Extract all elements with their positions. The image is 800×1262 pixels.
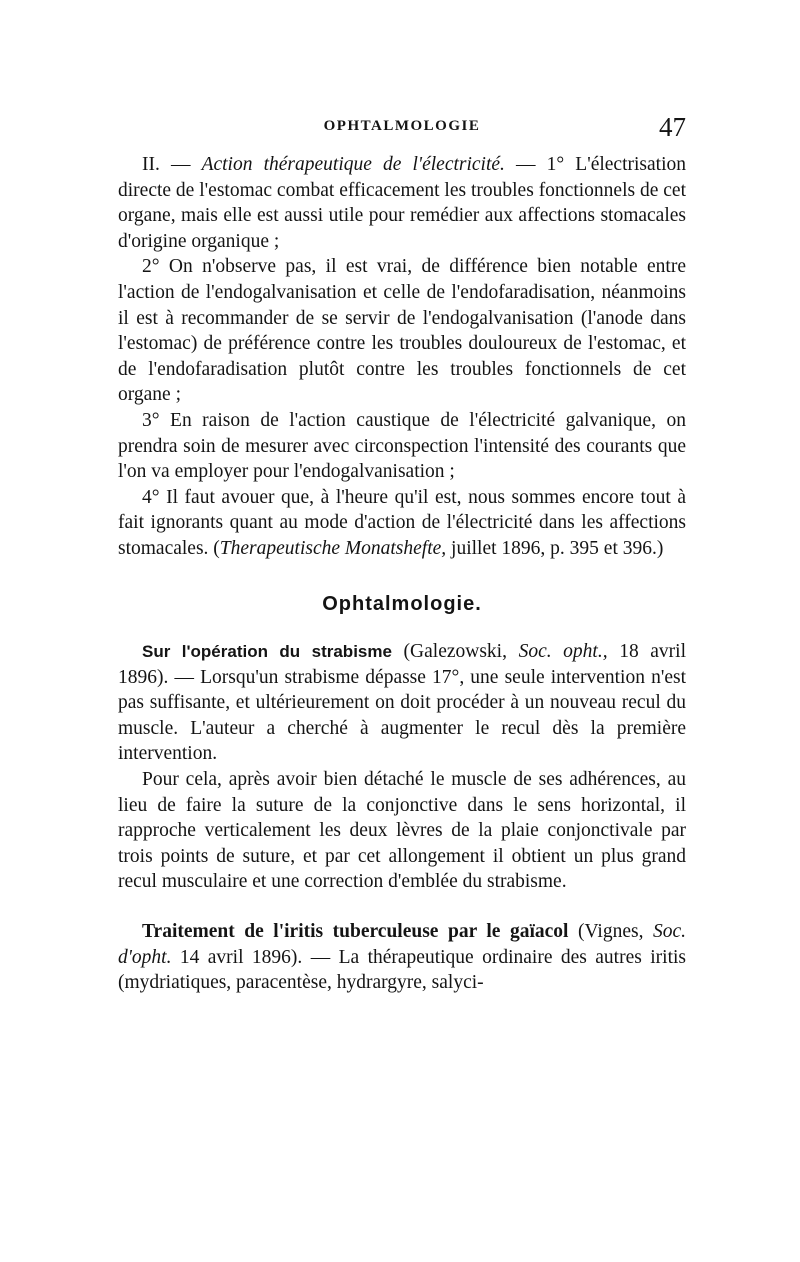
- paragraph-point-3: 3° En raison de l'action caustique de l'électricité galvanique, on prendra soin de mesurer avec circonspection l'intensité des courants que l'on va employer pour l'endogalvanisation ;: [118, 409, 686, 483]
- article-divider-space: [118, 895, 686, 919]
- paragraph-point-2: 2° On n'observe pas, il est vrai, de différence bien notable entre l'action de l'endogalvanisation et celle de l'endofaradisation, néanmoins il est à recommander de se servir de l'endogalvanisation (l'anode dans l'estomac) de préférence contre les troubles douloureux de l'estomac, et de l'endofaradisation plutôt contre les troubles fonctionnels de cet organe ;: [118, 256, 686, 406]
- body-text: [118, 152, 686, 996]
- section-heading: Ophtalmologie.: [322, 592, 482, 615]
- paragraph-point-4: [118, 485, 686, 562]
- reference-tail: juillet 1896, p. 395 et 396.): [446, 537, 664, 559]
- paragraph-action-therapeutique: [118, 152, 686, 254]
- para-prefix: II. —: [142, 154, 202, 175]
- italic-subtitle: Action thérapeutique de l'électricité.: [201, 154, 505, 175]
- article-ref-journal: Soc. opht.,: [518, 641, 608, 663]
- article-ref-open: (Vignes,: [568, 921, 653, 943]
- running-title: OPHTALMOLOGIE: [323, 118, 481, 134]
- article-text: 18 avril 1896). — Lorsqu'un strabisme dépasse 17°, une seule intervention n'est pas suffisante, et ultérieurement on doit procéder à un nouveau recul du muscle. L'auteur a cherché à augmenter le recul dès la première intervention.: [118, 641, 687, 765]
- article-strabisme-continued: Pour cela, après avoir bien détaché le muscle de ses adhérences, au lieu de faire la suture de la conjonctive dans le sens horizontal, il rapproche verticalement les deux lèvres de la plaie conjonctivale par trois points de suture, et par cet allongement il obtient un plus grand recul musculaire et une correction d'emblée du strabisme.: [118, 769, 686, 893]
- article-iritis: [118, 919, 686, 996]
- article-strabisme: [118, 639, 686, 767]
- article-title: Sur l'opération du strabisme: [142, 642, 392, 662]
- para-text: — 1° L'électrisation directe de l'estomac combat efficacement les troubles fonctionnels de cet organe, mais elle est aussi utile pour remédier aux affections stomacales d'origine organique ;: [118, 154, 686, 252]
- article-text: 14 avril 1896). — La thérapeutique ordinaire des autres iritis (mydriatiques, paracentèse, hydrargyre, salyci-: [118, 946, 686, 994]
- article-ref-journal: Soc. d'opht.: [118, 921, 686, 968]
- journal-reference: Therapeutische Monatshefte,: [219, 537, 447, 559]
- para-text: 4° Il faut avouer que, à l'heure qu'il est, nous sommes encore tout à fait ignorants quant au mode d'action de l'électricité dans les affections stomacales. (: [118, 486, 686, 559]
- article-ref-open: (Galezowski,: [391, 641, 519, 663]
- page-number: 47: [659, 112, 686, 142]
- running-head: [118, 112, 686, 144]
- article-title: Traitement de l'iritis tuberculeuse par le gaïacol: [142, 921, 569, 943]
